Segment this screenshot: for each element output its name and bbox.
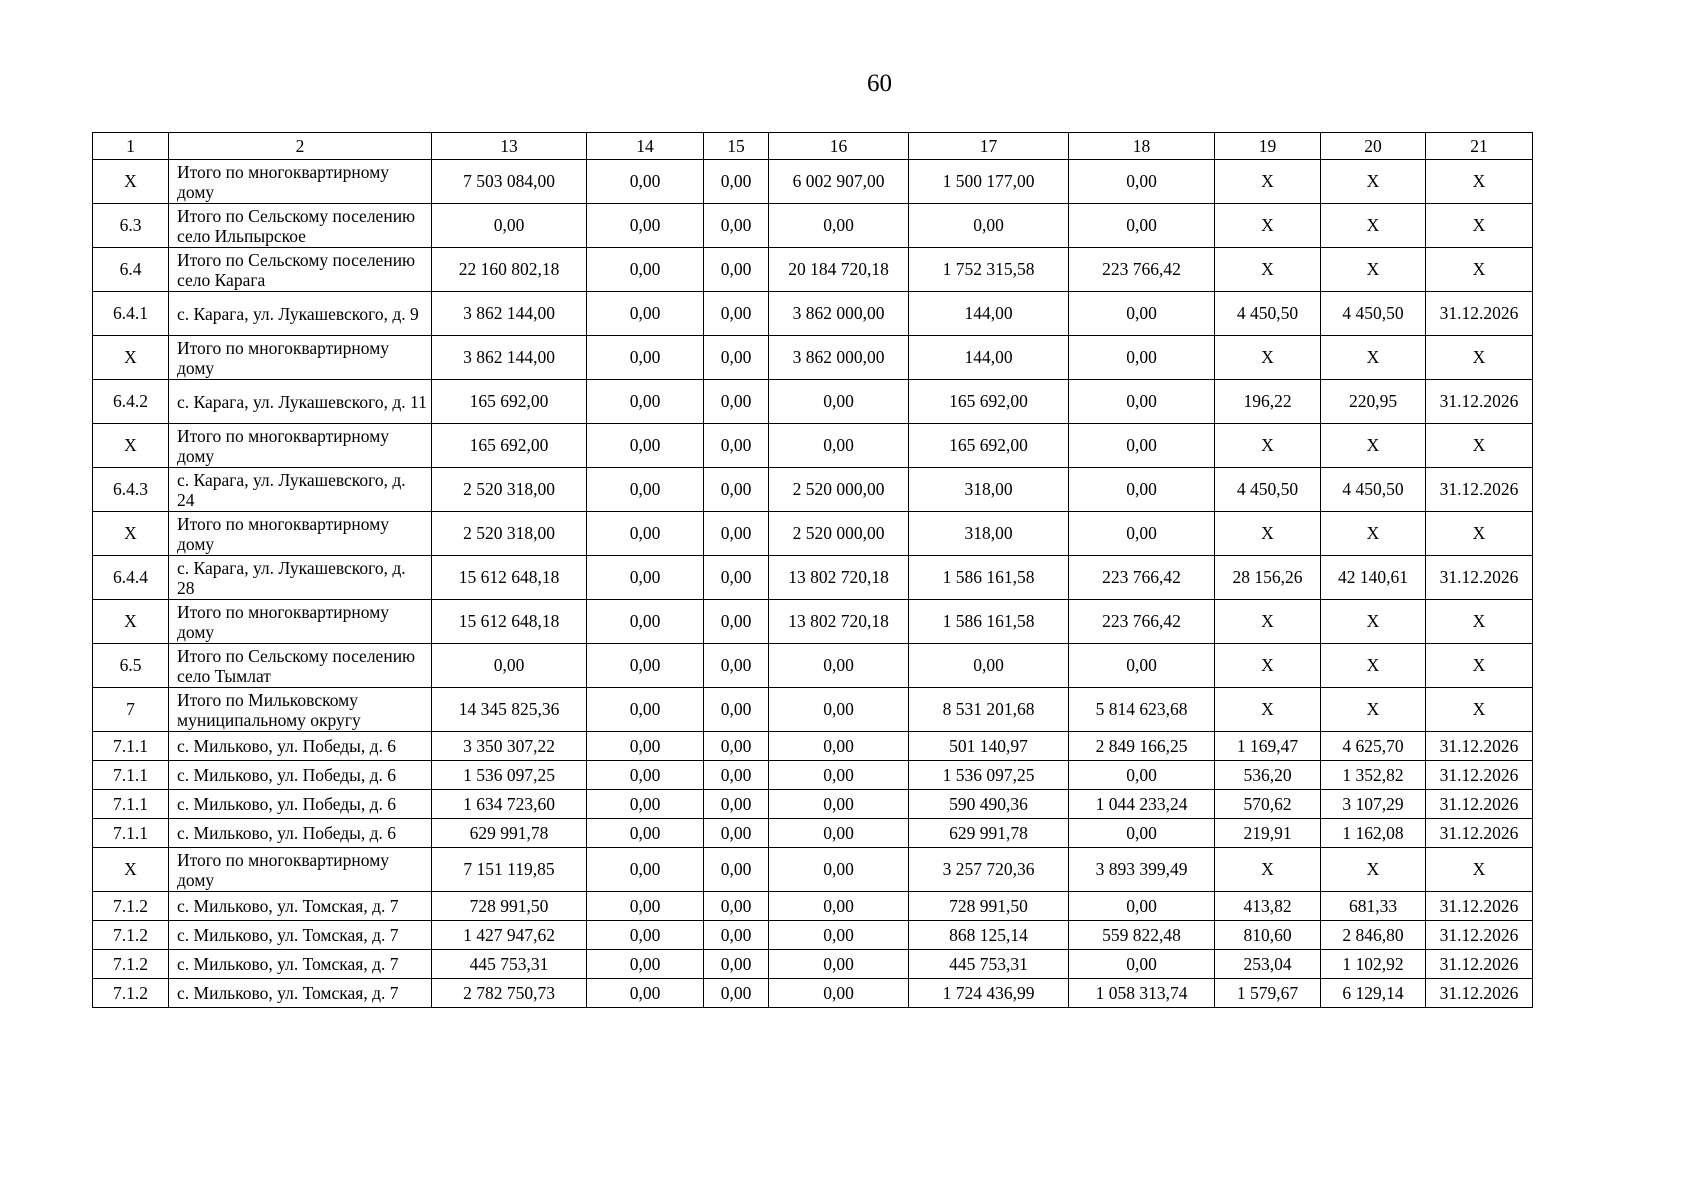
cell-col-19: Х (1215, 160, 1321, 204)
cell-col-14: 0,00 (587, 248, 704, 292)
cell-col-17: 8 531 201,68 (909, 688, 1069, 732)
cell-description: Итого по Сельскому поселению село Тымлат (169, 644, 432, 688)
cell-col-13: 15 612 648,18 (432, 600, 587, 644)
header-cell: 20 (1321, 133, 1426, 160)
cell-col-14: 0,00 (587, 204, 704, 248)
cell-col-20: 1 102,92 (1321, 950, 1426, 979)
cell-description: с. Карага, ул. Лукашевского, д. 24 (169, 468, 432, 512)
cell-number: 7 (93, 688, 169, 732)
table-row (93, 556, 1533, 600)
cell-col-16: 0,00 (769, 761, 909, 790)
header-cell: 18 (1069, 133, 1215, 160)
cell-col-15: 0,00 (704, 892, 769, 921)
cell-col-21: Х (1426, 688, 1533, 732)
cell-col-13: 2 782 750,73 (432, 979, 587, 1008)
cell-col-16: 0,00 (769, 950, 909, 979)
header-cell: 15 (704, 133, 769, 160)
cell-col-20: Х (1321, 848, 1426, 892)
cell-col-19: 28 156,26 (1215, 556, 1321, 600)
table-row (93, 380, 1533, 424)
cell-col-21: Х (1426, 424, 1533, 468)
cell-col-20: 1 352,82 (1321, 761, 1426, 790)
cell-col-18: 223 766,42 (1069, 248, 1215, 292)
cell-col-20: 42 140,61 (1321, 556, 1426, 600)
cell-col-19: 1 169,47 (1215, 732, 1321, 761)
cell-col-18: 223 766,42 (1069, 556, 1215, 600)
cell-col-15: 0,00 (704, 424, 769, 468)
table-row (93, 848, 1533, 892)
cell-col-19: Х (1215, 248, 1321, 292)
table-row (93, 424, 1533, 468)
cell-col-19: Х (1215, 336, 1321, 380)
cell-number: 7.1.2 (93, 892, 169, 921)
data-table (92, 132, 1533, 1008)
cell-col-18: 0,00 (1069, 380, 1215, 424)
cell-number: Х (93, 424, 169, 468)
table-row (93, 468, 1533, 512)
cell-col-21: Х (1426, 848, 1533, 892)
cell-col-21: Х (1426, 644, 1533, 688)
table-row (93, 204, 1533, 248)
cell-col-20: Х (1321, 600, 1426, 644)
cell-number: 7.1.2 (93, 950, 169, 979)
cell-col-20: Х (1321, 644, 1426, 688)
cell-col-18: 0,00 (1069, 512, 1215, 556)
cell-col-15: 0,00 (704, 790, 769, 819)
cell-description: с. Мильково, ул. Победы, д. 6 (169, 819, 432, 848)
cell-col-18: 0,00 (1069, 160, 1215, 204)
cell-col-13: 165 692,00 (432, 424, 587, 468)
cell-col-17: 590 490,36 (909, 790, 1069, 819)
cell-col-19: Х (1215, 848, 1321, 892)
cell-col-16: 0,00 (769, 732, 909, 761)
cell-col-18: 0,00 (1069, 644, 1215, 688)
cell-col-20: Х (1321, 424, 1426, 468)
cell-number: 7.1.2 (93, 921, 169, 950)
table-body (93, 133, 1533, 1008)
cell-description: Итого по Сельскому поселению село Ильпырское (169, 204, 432, 248)
cell-col-14: 0,00 (587, 688, 704, 732)
cell-col-16: 0,00 (769, 644, 909, 688)
cell-col-15: 0,00 (704, 921, 769, 950)
cell-description: Итого по многоквартирному дому (169, 512, 432, 556)
table-row (93, 512, 1533, 556)
cell-description: с. Мильково, ул. Томская, д. 7 (169, 921, 432, 950)
cell-col-21: 31.12.2026 (1426, 761, 1533, 790)
cell-number: Х (93, 512, 169, 556)
cell-col-19: Х (1215, 424, 1321, 468)
cell-col-18: 3 893 399,49 (1069, 848, 1215, 892)
cell-col-18: 0,00 (1069, 292, 1215, 336)
cell-number: 6.4.2 (93, 380, 169, 424)
cell-col-19: 810,60 (1215, 921, 1321, 950)
cell-col-21: 31.12.2026 (1426, 556, 1533, 600)
cell-col-19: Х (1215, 600, 1321, 644)
cell-col-16: 3 862 000,00 (769, 336, 909, 380)
cell-col-13: 7 503 084,00 (432, 160, 587, 204)
cell-col-18: 0,00 (1069, 204, 1215, 248)
cell-col-13: 629 991,78 (432, 819, 587, 848)
cell-number: 7.1.1 (93, 790, 169, 819)
cell-col-17: 629 991,78 (909, 819, 1069, 848)
cell-col-21: Х (1426, 600, 1533, 644)
table-row (93, 160, 1533, 204)
cell-col-14: 0,00 (587, 468, 704, 512)
cell-col-20: 1 162,08 (1321, 819, 1426, 848)
cell-col-16: 0,00 (769, 380, 909, 424)
cell-col-14: 0,00 (587, 644, 704, 688)
cell-col-18: 0,00 (1069, 424, 1215, 468)
cell-col-17: 1 500 177,00 (909, 160, 1069, 204)
cell-description: с. Мильково, ул. Победы, д. 6 (169, 732, 432, 761)
cell-col-19: 4 450,50 (1215, 468, 1321, 512)
table-row (93, 248, 1533, 292)
cell-number: 6.4.1 (93, 292, 169, 336)
cell-col-13: 1 634 723,60 (432, 790, 587, 819)
table-row (93, 761, 1533, 790)
cell-description: с. Карага, ул. Лукашевского, д. 28 (169, 556, 432, 600)
cell-col-21: Х (1426, 336, 1533, 380)
cell-col-13: 165 692,00 (432, 380, 587, 424)
header-cell: 17 (909, 133, 1069, 160)
cell-description: Итого по Сельскому поселению село Карага (169, 248, 432, 292)
header-cell: 13 (432, 133, 587, 160)
cell-col-14: 0,00 (587, 732, 704, 761)
cell-col-13: 22 160 802,18 (432, 248, 587, 292)
cell-col-20: Х (1321, 336, 1426, 380)
cell-col-20: Х (1321, 204, 1426, 248)
cell-col-14: 0,00 (587, 790, 704, 819)
cell-number: Х (93, 336, 169, 380)
cell-col-17: 165 692,00 (909, 380, 1069, 424)
cell-col-16: 0,00 (769, 790, 909, 819)
cell-col-17: 1 536 097,25 (909, 761, 1069, 790)
cell-col-17: 144,00 (909, 336, 1069, 380)
table-row (93, 732, 1533, 761)
cell-col-18: 0,00 (1069, 950, 1215, 979)
cell-number: 7.1.1 (93, 761, 169, 790)
cell-number: Х (93, 600, 169, 644)
cell-col-18: 0,00 (1069, 819, 1215, 848)
cell-col-18: 1 058 313,74 (1069, 979, 1215, 1008)
cell-col-14: 0,00 (587, 761, 704, 790)
cell-col-17: 1 586 161,58 (909, 556, 1069, 600)
cell-description: Итого по многоквартирному дому (169, 848, 432, 892)
header-cell: 14 (587, 133, 704, 160)
cell-col-16: 2 520 000,00 (769, 468, 909, 512)
table-row (93, 336, 1533, 380)
cell-col-20: 4 450,50 (1321, 468, 1426, 512)
header-cell: 1 (93, 133, 169, 160)
cell-col-14: 0,00 (587, 512, 704, 556)
cell-col-19: 413,82 (1215, 892, 1321, 921)
cell-col-15: 0,00 (704, 848, 769, 892)
cell-col-16: 0,00 (769, 688, 909, 732)
table-row (93, 600, 1533, 644)
table-row (93, 688, 1533, 732)
cell-col-17: 165 692,00 (909, 424, 1069, 468)
cell-col-19: Х (1215, 688, 1321, 732)
cell-col-16: 0,00 (769, 979, 909, 1008)
cell-col-18: 2 849 166,25 (1069, 732, 1215, 761)
cell-col-20: Х (1321, 160, 1426, 204)
cell-col-13: 15 612 648,18 (432, 556, 587, 600)
cell-col-13: 0,00 (432, 204, 587, 248)
table-row (93, 292, 1533, 336)
cell-number: Х (93, 848, 169, 892)
cell-col-19: 536,20 (1215, 761, 1321, 790)
cell-col-21: 31.12.2026 (1426, 790, 1533, 819)
cell-col-21: Х (1426, 160, 1533, 204)
cell-description: с. Мильково, ул. Томская, д. 7 (169, 979, 432, 1008)
cell-col-16: 0,00 (769, 204, 909, 248)
cell-col-21: Х (1426, 512, 1533, 556)
cell-number: Х (93, 160, 169, 204)
cell-col-17: 0,00 (909, 204, 1069, 248)
cell-number: 7.1.1 (93, 732, 169, 761)
cell-col-14: 0,00 (587, 292, 704, 336)
cell-col-21: Х (1426, 204, 1533, 248)
cell-col-15: 0,00 (704, 160, 769, 204)
cell-description: с. Мильково, ул. Победы, д. 6 (169, 761, 432, 790)
cell-col-18: 0,00 (1069, 468, 1215, 512)
cell-col-13: 3 350 307,22 (432, 732, 587, 761)
table-row (93, 644, 1533, 688)
cell-description: Итого по многоквартирному дому (169, 160, 432, 204)
cell-col-17: 1 586 161,58 (909, 600, 1069, 644)
cell-col-17: 728 991,50 (909, 892, 1069, 921)
cell-col-13: 2 520 318,00 (432, 468, 587, 512)
cell-col-14: 0,00 (587, 380, 704, 424)
cell-col-16: 0,00 (769, 848, 909, 892)
cell-col-18: 0,00 (1069, 761, 1215, 790)
cell-description: с. Мильково, ул. Томская, д. 7 (169, 892, 432, 921)
cell-col-17: 445 753,31 (909, 950, 1069, 979)
cell-col-20: 6 129,14 (1321, 979, 1426, 1008)
cell-col-13: 7 151 119,85 (432, 848, 587, 892)
cell-number: 6.4 (93, 248, 169, 292)
cell-col-21: 31.12.2026 (1426, 979, 1533, 1008)
cell-col-16: 0,00 (769, 819, 909, 848)
cell-description: Итого по многоквартирному дому (169, 424, 432, 468)
cell-col-15: 0,00 (704, 600, 769, 644)
cell-col-17: 1 752 315,58 (909, 248, 1069, 292)
cell-col-17: 1 724 436,99 (909, 979, 1069, 1008)
cell-col-17: 318,00 (909, 512, 1069, 556)
cell-number: 7.1.2 (93, 979, 169, 1008)
cell-number: 6.4.4 (93, 556, 169, 600)
cell-col-20: Х (1321, 688, 1426, 732)
cell-col-15: 0,00 (704, 556, 769, 600)
cell-col-20: 3 107,29 (1321, 790, 1426, 819)
cell-col-15: 0,00 (704, 979, 769, 1008)
cell-col-19: 570,62 (1215, 790, 1321, 819)
cell-col-16: 20 184 720,18 (769, 248, 909, 292)
cell-col-17: 318,00 (909, 468, 1069, 512)
cell-col-13: 2 520 318,00 (432, 512, 587, 556)
cell-col-15: 0,00 (704, 292, 769, 336)
cell-col-13: 445 753,31 (432, 950, 587, 979)
cell-col-14: 0,00 (587, 921, 704, 950)
cell-description: с. Мильково, ул. Победы, д. 6 (169, 790, 432, 819)
cell-col-21: 31.12.2026 (1426, 819, 1533, 848)
cell-col-19: Х (1215, 512, 1321, 556)
cell-description: с. Мильково, ул. Томская, д. 7 (169, 950, 432, 979)
header-cell: 19 (1215, 133, 1321, 160)
cell-col-13: 1 427 947,62 (432, 921, 587, 950)
cell-col-19: 253,04 (1215, 950, 1321, 979)
table-row (93, 790, 1533, 819)
cell-col-13: 14 345 825,36 (432, 688, 587, 732)
cell-number: 7.1.1 (93, 819, 169, 848)
cell-col-13: 3 862 144,00 (432, 292, 587, 336)
header-row (93, 133, 1533, 160)
cell-col-20: Х (1321, 248, 1426, 292)
cell-col-13: 0,00 (432, 644, 587, 688)
header-cell: 2 (169, 133, 432, 160)
cell-col-19: 196,22 (1215, 380, 1321, 424)
header-cell: 16 (769, 133, 909, 160)
cell-col-15: 0,00 (704, 950, 769, 979)
cell-col-15: 0,00 (704, 644, 769, 688)
cell-col-14: 0,00 (587, 336, 704, 380)
cell-col-15: 0,00 (704, 248, 769, 292)
cell-col-15: 0,00 (704, 512, 769, 556)
cell-col-16: 6 002 907,00 (769, 160, 909, 204)
cell-col-17: 501 140,97 (909, 732, 1069, 761)
cell-col-21: 31.12.2026 (1426, 950, 1533, 979)
cell-description: Итого по многоквартирному дому (169, 336, 432, 380)
cell-col-14: 0,00 (587, 979, 704, 1008)
cell-col-14: 0,00 (587, 892, 704, 921)
page-number: 60 (867, 70, 892, 97)
cell-description: с. Карага, ул. Лукашевского, д. 9 (169, 292, 432, 336)
cell-col-19: Х (1215, 204, 1321, 248)
cell-col-18: 5 814 623,68 (1069, 688, 1215, 732)
table-row (93, 950, 1533, 979)
cell-col-16: 13 802 720,18 (769, 556, 909, 600)
cell-col-13: 1 536 097,25 (432, 761, 587, 790)
cell-col-20: 4 625,70 (1321, 732, 1426, 761)
cell-col-21: 31.12.2026 (1426, 892, 1533, 921)
table-row (93, 979, 1533, 1008)
cell-col-21: 31.12.2026 (1426, 921, 1533, 950)
cell-col-18: 223 766,42 (1069, 600, 1215, 644)
cell-col-14: 0,00 (587, 424, 704, 468)
cell-col-19: Х (1215, 644, 1321, 688)
cell-col-14: 0,00 (587, 950, 704, 979)
cell-col-21: Х (1426, 248, 1533, 292)
cell-col-20: 2 846,80 (1321, 921, 1426, 950)
cell-col-14: 0,00 (587, 848, 704, 892)
cell-col-14: 0,00 (587, 819, 704, 848)
cell-number: 6.5 (93, 644, 169, 688)
cell-col-20: 681,33 (1321, 892, 1426, 921)
cell-col-20: 220,95 (1321, 380, 1426, 424)
cell-col-15: 0,00 (704, 732, 769, 761)
cell-col-13: 728 991,50 (432, 892, 587, 921)
cell-col-13: 3 862 144,00 (432, 336, 587, 380)
table-row (93, 921, 1533, 950)
cell-col-15: 0,00 (704, 688, 769, 732)
cell-col-15: 0,00 (704, 204, 769, 248)
cell-col-16: 13 802 720,18 (769, 600, 909, 644)
header-cell: 21 (1426, 133, 1533, 160)
cell-col-16: 0,00 (769, 424, 909, 468)
cell-col-18: 0,00 (1069, 336, 1215, 380)
cell-col-16: 0,00 (769, 892, 909, 921)
cell-col-16: 2 520 000,00 (769, 512, 909, 556)
cell-description: с. Карага, ул. Лукашевского, д. 11 (169, 380, 432, 424)
cell-col-21: 31.12.2026 (1426, 292, 1533, 336)
cell-col-18: 0,00 (1069, 892, 1215, 921)
cell-col-14: 0,00 (587, 600, 704, 644)
cell-col-21: 31.12.2026 (1426, 732, 1533, 761)
cell-col-21: 31.12.2026 (1426, 468, 1533, 512)
cell-description: Итого по многоквартирному дому (169, 600, 432, 644)
table-row (93, 892, 1533, 921)
cell-col-14: 0,00 (587, 160, 704, 204)
table-row (93, 819, 1533, 848)
cell-col-18: 1 044 233,24 (1069, 790, 1215, 819)
cell-col-15: 0,00 (704, 380, 769, 424)
cell-col-15: 0,00 (704, 819, 769, 848)
cell-col-19: 219,91 (1215, 819, 1321, 848)
cell-col-19: 4 450,50 (1215, 292, 1321, 336)
cell-col-15: 0,00 (704, 761, 769, 790)
cell-col-17: 144,00 (909, 292, 1069, 336)
cell-col-15: 0,00 (704, 468, 769, 512)
cell-col-20: 4 450,50 (1321, 292, 1426, 336)
cell-col-15: 0,00 (704, 336, 769, 380)
cell-col-19: 1 579,67 (1215, 979, 1321, 1008)
cell-col-17: 3 257 720,36 (909, 848, 1069, 892)
cell-number: 6.3 (93, 204, 169, 248)
cell-col-14: 0,00 (587, 556, 704, 600)
cell-col-17: 868 125,14 (909, 921, 1069, 950)
cell-col-20: Х (1321, 512, 1426, 556)
cell-col-18: 559 822,48 (1069, 921, 1215, 950)
cell-col-16: 0,00 (769, 921, 909, 950)
cell-col-17: 0,00 (909, 644, 1069, 688)
cell-description: Итого по Мильковскому муниципальному округу (169, 688, 432, 732)
cell-number: 6.4.3 (93, 468, 169, 512)
cell-col-21: 31.12.2026 (1426, 380, 1533, 424)
cell-col-16: 3 862 000,00 (769, 292, 909, 336)
